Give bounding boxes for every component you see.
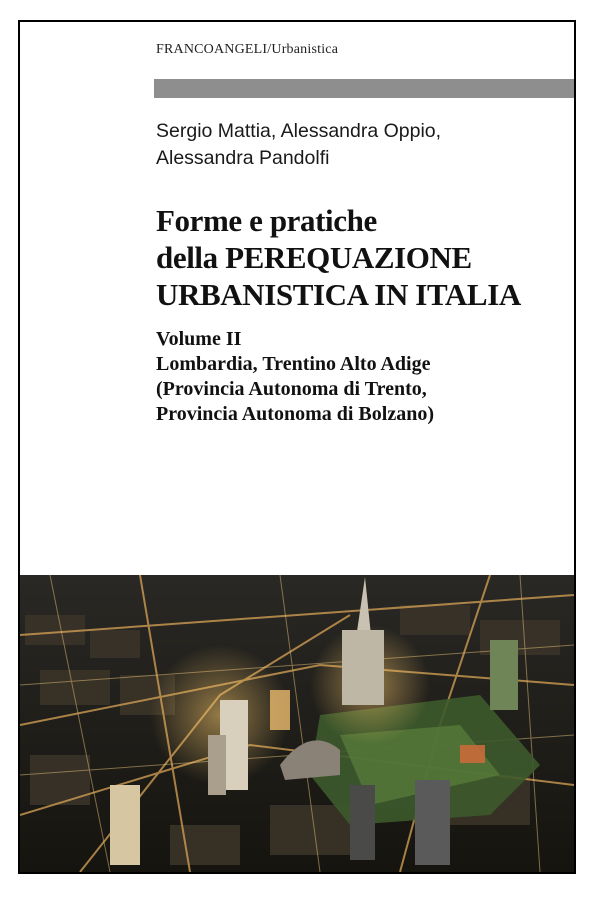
book-title <box>156 202 521 313</box>
publisher-series <box>156 42 338 58</box>
volume-line-1: Lombardia, Trentino Alto Adige <box>156 353 431 375</box>
authors <box>156 118 441 172</box>
publisher-name: FRANCOANGELI <box>156 42 268 57</box>
volume-label: Volume II <box>156 328 242 350</box>
volume-line-2: (Provincia Autonoma di Trento, <box>156 378 427 400</box>
volume-line-3: Provincia Autonoma di Bolzano) <box>156 403 434 425</box>
aerial-city-night-photo <box>20 575 574 872</box>
decorative-grey-bar <box>154 79 576 98</box>
authors-line-2: Alessandra Pandolfi <box>156 147 330 169</box>
book-cover <box>18 20 576 874</box>
authors-line-1: Sergio Mattia, Alessandra Oppio, <box>156 120 442 142</box>
series-name: /Urbanistica <box>267 42 339 57</box>
title-line-3: URBANISTICA IN ITALIA <box>156 277 521 312</box>
volume-subtitle <box>156 327 434 427</box>
title-line-1: Forme e pratiche <box>156 203 377 238</box>
title-line-2: della PEREQUAZIONE <box>156 240 472 275</box>
